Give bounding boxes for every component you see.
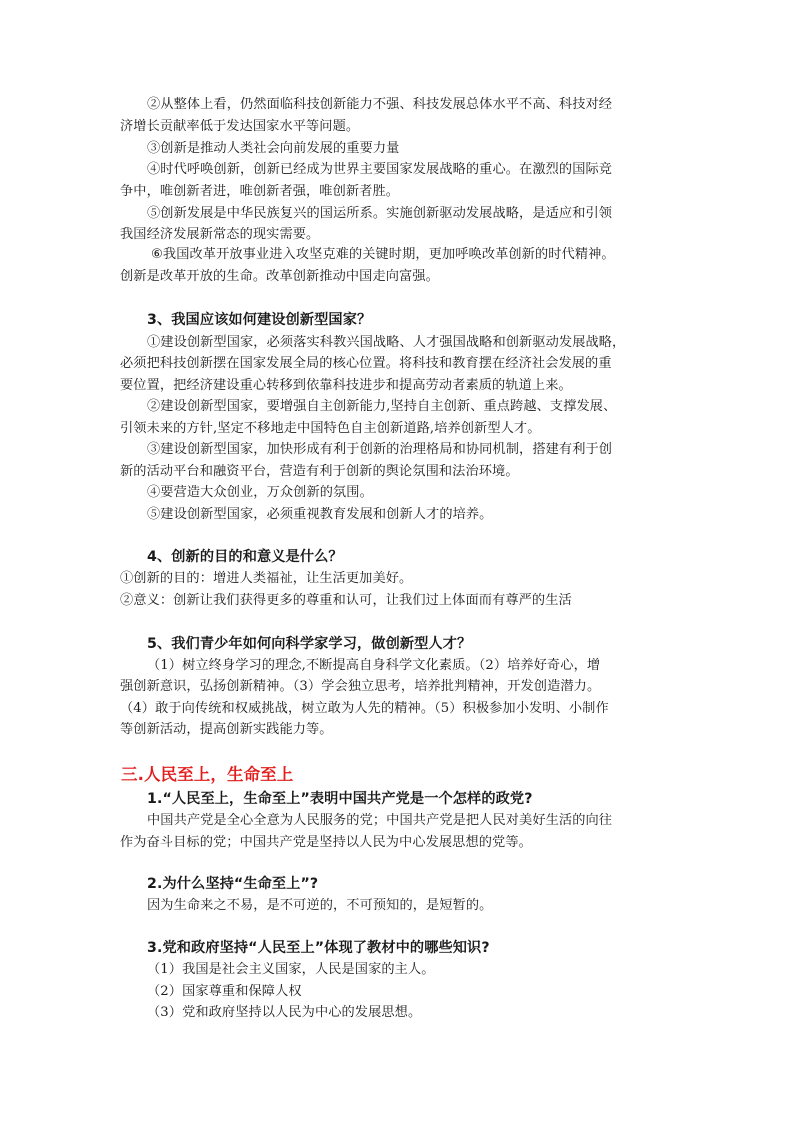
paragraph-line: ④时代呼唤创新，创新已经成为世界主要国家发展战略的重心。在激烈的国际竞: [147, 162, 613, 177]
paragraph-line: 等创新活动，提高创新实践能力等。: [120, 722, 333, 737]
question-heading: 5、我们青少年如何向科学家学习，做创新型人才？: [147, 636, 472, 652]
paragraph-line: 争中，唯创新者进，唯创新者强，唯创新者胜。: [120, 184, 400, 199]
paragraph-line: 要位置，把经济建设重心转移到依靠科技进步和提高劳动者素质的轨道上来。: [120, 378, 572, 393]
question-heading: 3.党和政府坚持“人民至上”体现了教材中的哪些知识?: [147, 940, 490, 956]
question-heading: 1.“人民至上，生命至上”表明中国共产党是一个怎样的政党?: [147, 791, 533, 807]
question-heading: 3、我国应该如何建设创新型国家？: [147, 312, 372, 328]
paragraph-line: 强创新意识，弘扬创新精神。（3）学会独立思考，培养批判精神，开发创造潜力。: [120, 679, 601, 694]
paragraph-line: ⑥我国改革开放事业进入攻坚克难的关键时期，更加呼唤改革创新的时代精神。: [151, 247, 615, 262]
paragraph-line: （1）树立终身学习的理念,不断提高自身科学文化素质。（2）培养好奇心，增: [147, 658, 601, 673]
question-heading: 2.为什么坚持“生命至上”?: [147, 876, 319, 892]
paragraph-line: （4）敢于向传统和权威挑战，树立敢为人先的精神。（5）积极参加小发明、小制作: [120, 701, 609, 716]
section-heading: 三.人民至上，生命至上: [121, 765, 294, 784]
paragraph-line: ⑤创新发展是中华民族复兴的国运所系。实施创新驱动发展战略，是适应和引领: [147, 206, 613, 221]
paragraph-line: 必须把科技创新摆在国家发展全局的核心位置。将科技和教育摆在经济社会发展的重: [120, 356, 612, 371]
paragraph-line: ②建设创新型国家，要增强自主创新能力,坚持自主创新、重点跨越、支撑发展、: [147, 399, 617, 414]
paragraph-line: （3）党和政府坚持以人民为中心的发展思想。: [147, 1005, 422, 1020]
paragraph-line: 济增长贡献率低于发达国家水平等问题。: [120, 119, 360, 134]
paragraph-line: （1）我国是社会主义国家，人民是国家的主人。: [147, 962, 435, 977]
paragraph-line: ②意义：创新让我们获得更多的尊重和认可，让我们过上体面而有尊严的生活: [120, 593, 572, 608]
paragraph-line: ①创新的目的：增进人类福祉，让生活更加美好。: [120, 571, 413, 586]
paragraph-line: ②从整体上看，仍然面临科技创新能力不强、科技发展总体水平不高、科技对经: [147, 97, 613, 112]
paragraph-line: 新的活动平台和融资平台，营造有利于创新的舆论氛围和法治环境。: [120, 464, 519, 479]
paragraph-line: ⑤建设创新型国家，必须重视教育发展和创新人才的培养。: [147, 507, 493, 522]
paragraph-line: 引领未来的方针,坚定不移地走中国特色自主创新道路,培养创新型人才。: [120, 421, 541, 436]
paragraph-line: 我国经济发展新常态的现实需要。: [120, 227, 320, 242]
paragraph-line: 创新是改革开放的生命。改革创新推动中国走向富强。: [120, 269, 439, 284]
paragraph-line: ③建设创新型国家，加快形成有利于创新的治理格局和协同机制，搭建有利于创: [147, 442, 613, 457]
paragraph-line: 因为生命来之不易，是不可逆的，不可预知的，是短暂的。: [147, 898, 493, 913]
paragraph-line: 中国共产党是全心全意为人民服务的党；中国共产党是把人民对美好生活的向往: [147, 813, 613, 828]
paragraph-line: ①建设创新型国家，必须落实科教兴国战略、人才强国战略和创新驱动发展战略，: [147, 335, 626, 350]
question-heading: 4、创新的目的和意义是什么？: [147, 549, 343, 565]
paragraph-line: （2）国家尊重和保障人权: [147, 984, 302, 999]
paragraph-line: ③创新是推动人类社会向前发展的重要力量: [147, 141, 400, 156]
paragraph-line: ④要营造大众创业，万众创新的氛围。: [147, 485, 373, 500]
paragraph-line: 作为奋斗目标的党；中国共产党是坚持以人民为中心发展思想的党等。: [120, 835, 532, 850]
